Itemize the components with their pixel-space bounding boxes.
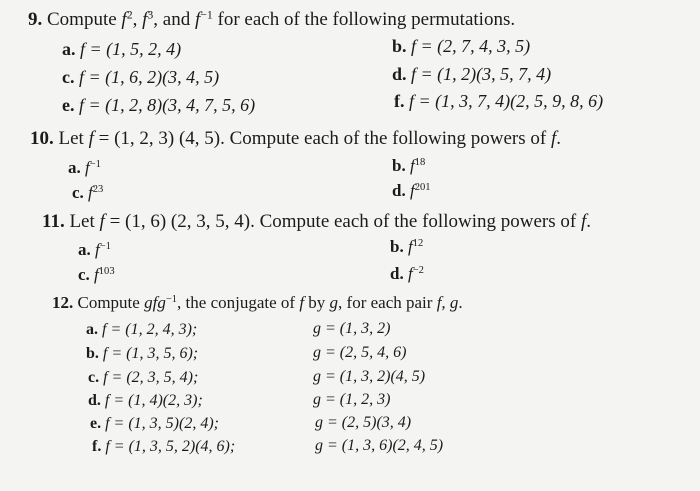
problem-11-header: [42, 211, 591, 233]
math-var: f: [409, 156, 415, 175]
problem-9-header: [28, 9, 515, 31]
item-expression: g = (1, 2, 3): [313, 391, 391, 408]
problem-text: .: [586, 211, 591, 232]
item-label: a.: [86, 321, 98, 338]
exponent: 18: [414, 157, 426, 169]
item-label: d.: [390, 264, 404, 283]
exponent: −2: [412, 265, 424, 277]
item-label: a.: [78, 240, 91, 259]
problem-10-header: [30, 128, 561, 150]
exponent: −1: [165, 294, 178, 306]
problem-12-item-c-f: [88, 369, 198, 387]
math-var: f: [95, 240, 100, 259]
problem-number: 11.: [42, 211, 65, 232]
problem-text: ,: [132, 9, 143, 30]
problem-10-item-a: [68, 158, 101, 178]
exponent: 23: [92, 184, 104, 196]
math-var: f: [121, 9, 127, 30]
math-var: f: [85, 158, 90, 177]
item-expression: g = (1, 3, 2)(4, 5): [313, 368, 426, 385]
item-label: a.: [62, 39, 76, 59]
math-var: f: [142, 9, 148, 30]
exponent: 12: [412, 238, 424, 250]
problem-text: Let: [69, 211, 100, 232]
math-var: gfg: [144, 293, 166, 312]
problem-number: 12.: [52, 293, 74, 312]
problem-12-item-a-g: [313, 320, 390, 338]
exponent: 201: [414, 182, 431, 194]
problem-text: .: [556, 128, 562, 149]
item-expression: f = (2, 3, 5, 4);: [103, 369, 199, 386]
math-var: f: [407, 237, 413, 256]
problem-12-item-e-f: [90, 415, 219, 433]
item-expression: f = (1, 4)(2, 3);: [104, 392, 203, 409]
item-label: f.: [394, 91, 405, 111]
exponent: −1: [99, 241, 111, 253]
item-label: e.: [90, 415, 102, 432]
math-var: f: [580, 211, 587, 232]
exponent: −1: [200, 8, 213, 22]
problem-text: , for each pair: [338, 293, 437, 312]
item-label: c.: [62, 67, 75, 87]
item-expression: f = (1, 3, 5, 6);: [102, 345, 199, 362]
problem-text: = (1, 6) (2, 3, 5, 4). Compute each of the following powers of: [104, 211, 581, 232]
math-var: f, g: [436, 293, 459, 312]
item-label: c.: [72, 183, 84, 202]
problem-10-item-b: [392, 156, 425, 176]
problem-text: = (1, 2, 3) (4, 5). Compute each of the following powers of: [93, 128, 551, 149]
exponent: 3: [147, 8, 154, 22]
math-var: f: [409, 181, 415, 200]
item-label: c.: [88, 369, 100, 386]
problem-text: for each of the following permutations.: [212, 9, 516, 30]
problem-12-header: [52, 293, 463, 313]
item-expression: f = (1, 2, 4, 3);: [102, 321, 198, 338]
problem-12-item-a-f: [86, 321, 197, 339]
exponent: 2: [126, 8, 133, 22]
problem-number: 10.: [30, 128, 54, 149]
problem-12-item-d-g: [313, 391, 390, 409]
problem-12-item-f-g: [315, 437, 443, 455]
item-label: d.: [88, 392, 101, 409]
item-label: b.: [392, 156, 406, 175]
problem-12-item-d-f: [88, 392, 203, 410]
item-label: c.: [78, 265, 90, 284]
item-label: a.: [68, 158, 81, 177]
problem-11-item-a: [78, 240, 111, 260]
math-var: f: [194, 9, 201, 30]
problem-12-item-e-g: [315, 414, 411, 432]
math-var: f: [88, 128, 94, 149]
problem-11-item-b: [390, 237, 423, 257]
item-expression: g = (2, 5, 4, 6): [313, 344, 407, 361]
exponent: 103: [98, 266, 115, 278]
problem-text: by: [304, 293, 330, 312]
item-expression: g = (2, 5)(3, 4): [315, 414, 412, 431]
math-var: g: [329, 293, 339, 312]
item-label: b.: [392, 36, 407, 56]
math-var: f: [550, 128, 557, 149]
problem-text: , the conjugate of: [177, 293, 300, 312]
item-expression: f = (2, 7, 4, 3, 5): [411, 36, 531, 56]
exponent: −1: [89, 159, 101, 171]
math-var: f: [88, 183, 93, 202]
item-label: f.: [92, 438, 102, 455]
math-var: f: [94, 265, 99, 284]
problem-text: .: [458, 293, 463, 312]
item-expression: f = (1, 6, 2)(3, 4, 5): [79, 67, 220, 87]
problem-9-item-d: [392, 64, 551, 85]
item-label: e.: [62, 95, 75, 115]
problem-12-item-b-f: [86, 345, 198, 363]
item-expression: f = (1, 2, 8)(3, 4, 7, 5, 6): [79, 95, 256, 115]
problem-12-item-c-g: [313, 368, 425, 386]
problem-text: , and: [153, 9, 195, 30]
math-var: f: [99, 211, 105, 232]
problem-9-item-e: [62, 95, 255, 116]
item-expression: f = (1, 2)(3, 5, 7, 4): [411, 64, 552, 84]
item-expression: f = (1, 3, 5)(2, 4);: [105, 415, 219, 432]
item-label: d.: [392, 64, 407, 84]
problem-9-item-a: [62, 39, 181, 60]
item-expression: g = (1, 3, 2): [313, 320, 391, 337]
item-label: b.: [390, 237, 404, 256]
item-label: b.: [86, 345, 99, 362]
problem-10-item-d: [392, 181, 431, 201]
math-var: f: [299, 293, 305, 312]
problem-10-item-c: [72, 183, 103, 203]
problem-12-item-b-g: [313, 344, 406, 362]
problem-number: 9.: [28, 9, 43, 30]
problem-9-item-b: [392, 36, 530, 57]
problem-text: Let: [58, 128, 89, 149]
item-expression: f = (1, 5, 2, 4): [80, 39, 182, 59]
item-expression: g = (1, 3, 6)(2, 4, 5): [315, 437, 444, 454]
problem-9-item-f: [394, 91, 603, 112]
math-var: f: [407, 264, 413, 283]
item-expression: f = (1, 3, 5, 2)(4, 6);: [105, 438, 236, 455]
item-label: d.: [392, 181, 406, 200]
item-expression: f = (1, 3, 7, 4)(2, 5, 9, 8, 6): [409, 91, 604, 111]
problem-12-item-f-f: [92, 438, 235, 456]
problem-text: Compute: [77, 293, 145, 312]
problem-text: Compute: [47, 9, 122, 30]
problem-11-item-d: [390, 264, 424, 284]
problem-9-item-c: [62, 67, 219, 88]
problem-11-item-c: [78, 265, 115, 285]
